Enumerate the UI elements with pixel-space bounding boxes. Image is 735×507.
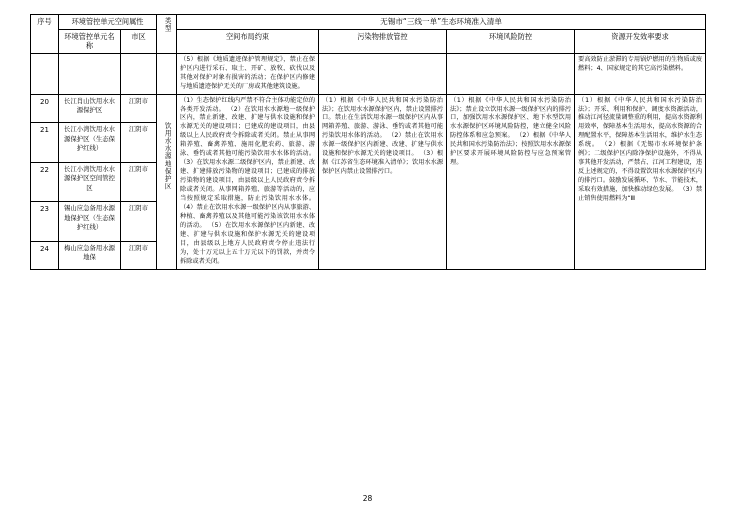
header-group-main: 无锡市“三线一单”生态环境准入清单 xyxy=(177,15,706,30)
header-resource: 资源开发效率要求 xyxy=(575,29,706,53)
header-pollute: 污染物排放管控 xyxy=(319,29,447,53)
cell-name: 锡山应急备用水源地保护区（生态保护红线） xyxy=(59,202,121,242)
cell-risk xyxy=(447,53,575,94)
cell-resource: 要高效防止淤滞的专用锅炉燃用的生物质或废燃料；4、国家规定的其它高污染燃料。 xyxy=(575,53,706,94)
header-risk: 环境风险防控 xyxy=(447,29,575,53)
cell-type-label: 饮用水水源地保护区 xyxy=(163,122,172,191)
cell-city: 江阴市 xyxy=(121,94,157,122)
cell-seq: 20 xyxy=(31,94,59,122)
cell-city xyxy=(121,53,157,94)
header-row-1 xyxy=(31,15,706,30)
cell-space: （5）根据《地质遗迹保护管理规定》，禁止在保护区内进行采石、取土、开矿、放牧、砍伐以及其他对保护对象有损害的活动；在保护区内修建与地质遗迹保护无关的厂房或其他建筑设施。 xyxy=(177,53,319,94)
cell-seq: 21 xyxy=(31,122,59,162)
header-row-2 xyxy=(31,29,706,53)
header-seq: 序号 xyxy=(31,15,59,54)
cell-space: （1）生态保护红线内严禁不符合主体功能定位的各类开发活动。 （2）在饮用水水源地一级保护区内，禁止新建、改建、扩建与供水设施和保护水源无关的建设项目；已建成的建设项目，由县级以上人民政府责令拆除或者关闭。禁止从事网箱养殖、畜禽养殖、施用化肥农药、旅游、游泳、垂钓或者其他可能污染饮用水水体的活动。 （3）在饮用水水源二级保护区内，禁止新建、改建、扩建排放污染物的建设项目；已建成的排放污染物的建设项目，由县级以上人民政府责令拆除或者关闭。从事网箱养殖、旅游等活动的，应当按照规定采取措施，防止污染饮用水水体。 （4）禁止在饮用水水源一级保护区内从事旅游、种植、畜禽养殖以及其他可能污染该饮用水水体的活动。 （5）在饮用水水源保护区内新建、改建、扩建与供水设施和保护水源无关的建设项目，由县级以上地方人民政府责令停止违法行为，处十万元以上五十万元以下的罚款，并责令拆除或者关闭。 xyxy=(177,94,319,270)
header-type-label: 类型 xyxy=(163,17,172,33)
cell-resource: （1）根据《中华人民共和国水污染防治法》；开采、利用和保护、调度水资源活动，推动江河径流量调整重的利用，提高水资源利用效率，保障基本生活用水，提高水资源的合理配置水平，保障基本生活用水，维护水生态系统。 （2）根据《无锡市水环境保护条例》；二级保护区内除净保护设施外，不得从事其他开发活动，严禁占、江河工程建设，违反上述规定的，不得设置饮用水水源保护区内的排污口。鼓励发展循环、节水、节能技术，采取有效措施，加快推动绿色发展。 （3）禁止销售使用燃料为“Ⅲ xyxy=(575,94,706,270)
cell-city: 江阴市 xyxy=(121,241,157,269)
header-group-attr: 环境管控单元空间属性 xyxy=(59,15,157,30)
cell-city: 江阴市 xyxy=(121,162,157,202)
cell-name: 长江小湾饮用水水源保护区（生态保护红线） xyxy=(59,122,121,162)
cell-name: 梅山应急备用水源地保 xyxy=(59,241,121,269)
header-type xyxy=(157,15,177,54)
header-city: 市区 xyxy=(121,29,157,53)
cell-risk: （1）根据《中华人民共和国水污染防治法》；禁止设立饮用水源一级保护区内的排污口，加强饮用水水源保护区、地下水型饮用水水源保护区环境风险防控，建立健全风险防控体系和应急预案。 （2）根据《中华人民共和国水污染防治法》；按照饮用水水源保护区要求开展环境风险防控与应急预案管理。 xyxy=(447,94,575,270)
regulation-table xyxy=(30,14,706,270)
cell-seq: 22 xyxy=(31,162,59,202)
cell-type xyxy=(157,94,177,270)
cell-name xyxy=(59,53,121,94)
cell-name: 长江肖山饮用水水源保护区 xyxy=(59,94,121,122)
cell-seq: 24 xyxy=(31,241,59,269)
cell-pollute xyxy=(319,53,447,94)
page-number: 28 xyxy=(362,494,373,503)
cell-type-vertical-wrap xyxy=(160,97,173,217)
cell-name: 长江小湾饮用水水源保护区空间管控区 xyxy=(59,162,121,202)
header-space: 空间布局约束 xyxy=(177,29,319,53)
cell-pollute: （1）根据《中华人民共和国水污染防治法》；在饮用水水源保护区内，禁止设置排污口。禁止在生活饮用水源一级保护区内从事网箱养殖、旅游、游泳、垂钓或者其他可能污染饮用水体的活动。 （2）禁止在饮用水水源一级保护区内新建、改建、扩建与供水设施和保护水源无关的建设项目。 （3）根据《江苏省生态环境准入清单》；饮用水水源保护区内禁止设置排污口。 xyxy=(319,94,447,270)
table-row xyxy=(31,53,706,94)
table-header xyxy=(31,15,706,54)
cell-city: 江阴市 xyxy=(121,202,157,242)
cell-seq xyxy=(31,53,59,94)
cell-type xyxy=(157,53,177,94)
table-row xyxy=(31,94,706,122)
cell-seq: 23 xyxy=(31,202,59,242)
header-name: 环境管控单元名称 xyxy=(59,29,121,53)
table-body xyxy=(31,53,706,270)
cell-city: 江阴市 xyxy=(121,122,157,162)
